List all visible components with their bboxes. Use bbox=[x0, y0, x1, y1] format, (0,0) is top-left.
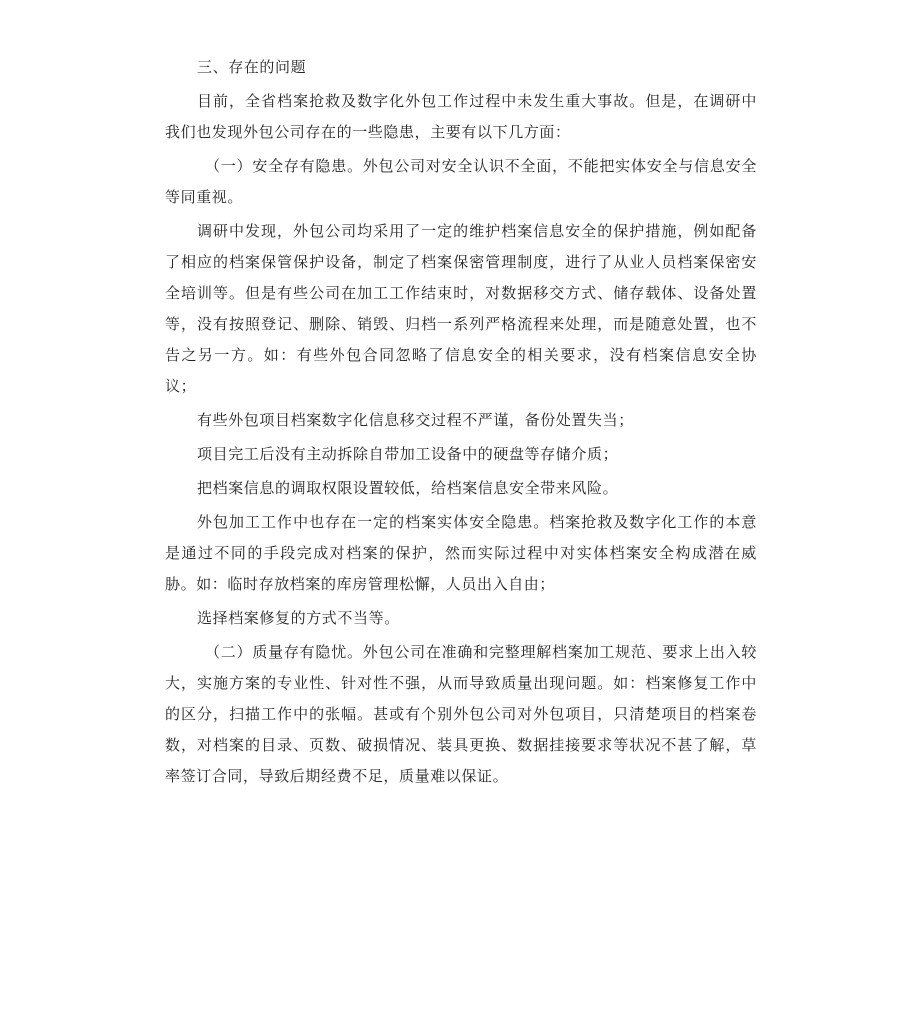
paragraph-intro: 目前，全省档案抢救及数字化外包工作过程中未发生重大事故。但是，在调研中我们也发现外包公司存在的一些隐患，主要有以下几方面： bbox=[165, 92, 757, 141]
paragraph-repair-method: 选择档案修复的方式不当等。 bbox=[197, 609, 400, 627]
paragraph-research-findings: 调研中发现，外包公司均采用了一定的维护档案信息安全的保护措施，例如配备了相应的档案保管保护设备，制定了档案保密管理制度，进行了从业人员档案保密安全培训等。但是有些公司在加工工作结束时，对数据移交方式、储存载体、设备处置等，没有按照登记、删除、销毁、归档一系列严格流程来处理，而是随意处置，也不告之另一方。如：有些外包合同忽略了信息安全的相关要求，没有档案信息安全协议； bbox=[165, 222, 757, 395]
paragraph-permission-issue: 把档案信息的调取权限设置较低，给档案信息安全带来风险。 bbox=[197, 479, 619, 497]
paragraph-storage-issue: 项目完工后没有主动拆除自带加工设备中的硬盘等存储介质； bbox=[197, 445, 619, 463]
paragraph-quality-concerns: （二）质量存有隐忧。外包公司在准确和完整理解档案加工规范、要求上出入较大，实施方案的专业性、针对性不强，从而导致质量出现问题。如：档案修复工作中的区分，扫描工作中的张幅。甚或有个别外包公司对外包项目，只清楚项目的档案卷数，对档案的目录、页数、破损情况、装具更换、数据挂接要求等状况不甚了解，草率签订合同，导致后期经费不足，质量难以保证。 bbox=[165, 643, 757, 785]
section-heading: 三、存在的问题 bbox=[197, 58, 307, 76]
document-body bbox=[165, 52, 757, 795]
paragraph-backup-issue: 有些外包项目档案数字化信息移交过程不严谨，备份处置失当； bbox=[197, 411, 634, 429]
paragraph-safety-heading: （一）安全存有隐患。外包公司对安全认识不全面，不能把实体安全与信息安全等同重视。 bbox=[165, 157, 757, 206]
paragraph-physical-safety: 外包加工工作中也存在一定的档案实体安全隐患。档案抢救及数字化工作的本意是通过不同的手段完成对档案的保护，然而实际过程中对实体档案安全构成潜在威胁。如：临时存放档案的库房管理松懈，人员出入自由； bbox=[165, 513, 757, 593]
